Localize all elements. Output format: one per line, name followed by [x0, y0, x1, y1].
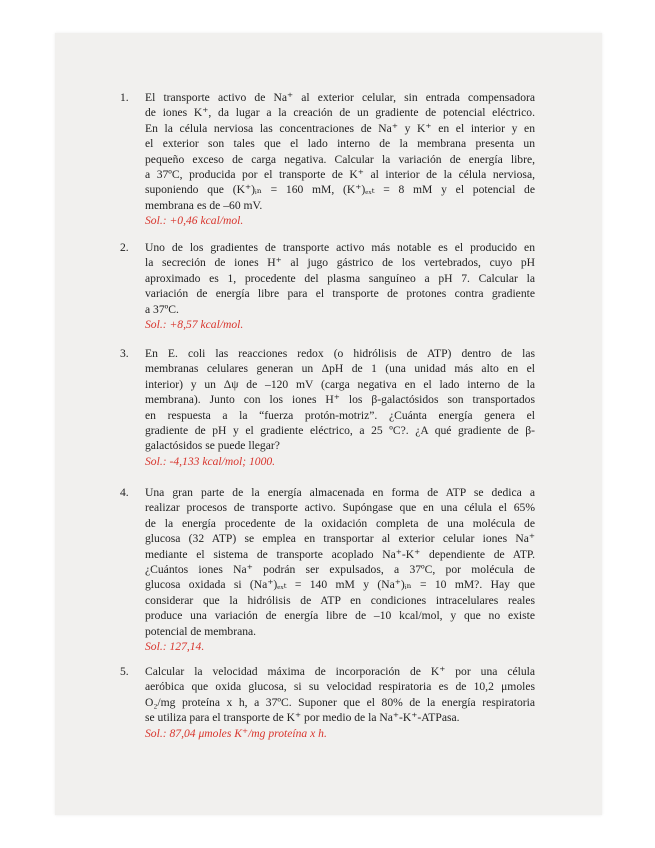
problem-line: variación de energía libre para el transporte de protones contra gradiente: [145, 287, 535, 301]
problem-line: glucosa oxidada si (Na⁺)ₑₓₜ = 140 mM y (Na⁺)ᵢₙ = 10 mM?. Hay que: [145, 578, 535, 592]
problem-line: suponiendo que (K⁺)ᵢₙ = 160 mM, (K⁺)ₑₓₜ = 8 mM y el potencial de: [145, 183, 535, 197]
document-page: [55, 33, 602, 815]
solution-text: Sol.: 127,14.: [145, 640, 205, 654]
solution-text: Sol.: -4,133 kcal/mol; 1000.: [145, 454, 276, 468]
problem-line: de iones K⁺, da lugar a la creación de un gradiente de potencial eléctrico.: [145, 106, 535, 120]
problem-line: galactósidos se puede llegar?: [145, 439, 280, 453]
problem-number: 1.: [120, 91, 129, 104]
problem-line: aeróbica que oxida glucosa, si su velocidad respiratoria es de 10,2 μmoles: [145, 680, 535, 694]
problem-line: mediante el sistema de transporte acoplado Na⁺-K⁺ dependiente de ATP.: [145, 547, 535, 561]
problem-line: el exterior son tales que el lado interno de la membrana presenta un: [145, 137, 535, 151]
problem-line: Uno de los gradientes de transporte activo más notable es el producido en: [145, 241, 535, 254]
problem-line: En la célula nerviosa las concentraciones de Na⁺ y K⁺ en el interior y en: [145, 121, 535, 135]
solution-text: Sol.: +0,46 kcal/mol.: [145, 214, 244, 228]
problem-line: glucosa (32 ATP) se emplea en transportar al exterior celular iones Na⁺: [145, 532, 535, 546]
solution-text: Sol.: +8,57 kcal/mol.: [145, 318, 244, 332]
problem-line: realizar procesos de transporte activo. Supóngase que en una célula el 65%: [145, 501, 535, 515]
problem-line: en respuesta a la “fuerza protón-motriz”. ¿Cuánta energía genera el: [145, 408, 535, 422]
problem-text: [145, 346, 535, 469]
problem-line: O₂/mg proteína x h, a 37ºC. Suponer que el 80% de la energía respiratoria: [145, 695, 535, 709]
problem-line: se utiliza para el transporte de K⁺ por medio de la Na⁺-K⁺-ATPasa.: [145, 711, 460, 725]
problem-line: aproximado es 1, procedente del plasma sanguíneo a pH 7. Calcular la: [145, 271, 535, 285]
problem-line: gradiente de pH y el gradiente eléctrico, a 25 ºC?. ¿A qué gradiente de β-: [145, 424, 535, 438]
problem-number: 4.: [120, 486, 129, 499]
problem-text: [145, 240, 535, 332]
problem-number: 3.: [120, 347, 129, 360]
problem-line: pequeño exceso de carga negativa. Calcular la variación de energía libre,: [145, 152, 535, 166]
problem-line: la secreción de iones H⁺ al jugo gástrico de los vertebrados, cuyo pH: [145, 256, 535, 270]
problem-line: a 37ºC, producida por el transporte de K⁺ al interior de la célula nerviosa,: [145, 168, 535, 182]
problem-line: a 37ºC.: [145, 302, 179, 316]
problem-number: 5.: [120, 665, 129, 678]
problem-text: [145, 664, 535, 741]
problem-line: El transporte activo de Na⁺ al exterior celular, sin entrada compensadora: [145, 91, 535, 104]
solution-text: Sol.: 87,04 μmoles K⁺/mg proteína x h.: [145, 726, 327, 740]
problem-line: ¿Cuántos iones Na⁺ podrán ser expulsados, a 37ºC, por molécula de: [145, 563, 535, 577]
problem-line: potencial de membrana.: [145, 624, 257, 638]
problem-line: membrana). Junto con los iones H⁺ los β-galactósidos son transportados: [145, 393, 535, 407]
problem-line: membrana es de –60 mV.: [145, 198, 263, 212]
problem-line: considerar que la hidrólisis de ATP en condiciones intracelulares reales: [145, 593, 535, 607]
problem-line: Una gran parte de la energía almacenada en forma de ATP se dedica a: [145, 486, 535, 499]
problem-number: 2.: [120, 241, 129, 254]
problem-text: [145, 90, 535, 229]
problem-line: de la energía procedente de la oxidación completa de una molécula de: [145, 516, 535, 530]
problem-line: produce una variación de energía libre de –10 kcal/mol, y que no existe: [145, 609, 535, 623]
problem-text: [145, 485, 535, 654]
problem-line: Calcular la velocidad máxima de incorporación de K⁺ por una célula: [145, 665, 535, 678]
problem-line: En E. coli las reacciones redox (o hidrólisis de ATP) dentro de las: [145, 347, 535, 360]
problem-line: interior) y un Δψ de –120 mV (carga negativa en el lado interno de la: [145, 377, 535, 391]
problem-line: membranas celulares generan un ΔpH de 1 (una unidad más alto en el: [145, 362, 535, 376]
